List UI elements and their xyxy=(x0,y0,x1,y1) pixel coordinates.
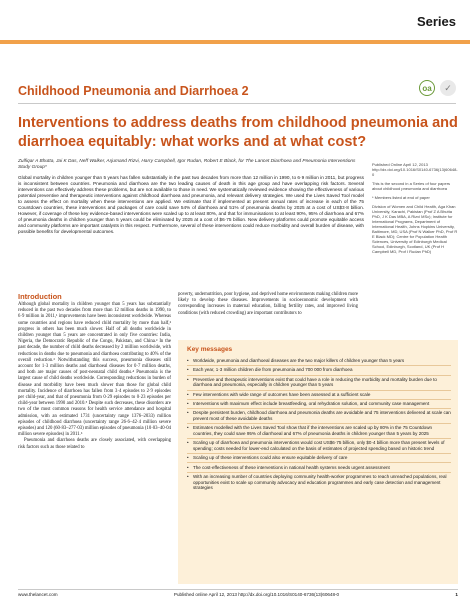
author-list: Zulfiqar A Bhutta, Jai K Das, Neff Walker, Arjumand Rizvi, Harry Campbell, Igor Rudan, Robert E Black, for The Lancet Diarrhoea and Pneumonia Interventions Study Group* xyxy=(18,159,356,171)
body-column-right xyxy=(178,292,358,317)
intro-paragraph: Pneumonia and diarrhoea deaths are closely associated, with overlapping risk factors such as those related to xyxy=(18,438,171,450)
key-message-item: • Estimates modelled with the Lives Saved Tool show that if the interventions are scaled up by 80% in the 75 Countdown countries, they could save 95% of diarrhoeal and 67% of pneumonia deaths in children younger than 5 years by 2025 xyxy=(187,423,451,438)
publisher-logos xyxy=(419,80,456,96)
sidebar-members-note: * Members listed at end of paper xyxy=(372,195,430,200)
body-column-left xyxy=(18,302,171,451)
title-divider xyxy=(18,103,456,104)
sidebar-published-online[interactable]: Published Online April 12, 2013 http://dx.doi.org/10.1016/S0140-6736(13)60648-0 xyxy=(372,162,458,177)
page-footer xyxy=(18,592,458,597)
key-message-item: • The cost-effectiveness of these interventions in national health systems needs urgent assessment xyxy=(187,462,451,471)
sidebar-affiliations: Division of Women and Child Health, Aga Khan University, Karachi, Pakistan (Prof Z A Bhutta PhD, J K Das MBA, A Rizvi MSc); Institute for International Programs, Department of International Health, Johns Hopkins University, Baltimore, MD, USA (Prof N Walker PhD, Prof R E Black MD); Centre for Population Health Sciences, University of Edinburgh Medical School, Edinburgh, Scotland, UK (Prof H Campbell MD, Prof I Rudan PhD) xyxy=(372,204,458,254)
footer-website[interactable]: www.thelancet.com xyxy=(18,592,58,597)
open-access-icon: oa xyxy=(419,80,435,96)
key-message-item: • Preventive and therapeutic interventions exist that could have a role in reducing the morbidity and mortality burden due to diarrhoea and pneumonia, especially in children younger than 5 years xyxy=(187,375,451,390)
page-header xyxy=(0,0,470,44)
key-message-item: • Worldwide, pneumonia and diarrhoeal diseases are the two major killers of children younger than 5 years xyxy=(187,357,451,365)
abstract: Global mortality in children younger than 5 years has fallen substantially in the past two decades from more than 12 million in 1990, to 6·9 million in 2011, but progress is inconsistent between countries. Pneumonia and diarrhoea are the two leading causes of death in this age group and have overlapping risk factors. Several interventions can effectively address these problems, but are not available to those in need. We systematically reviewed evidence showing the effectiveness of various potential preventive and therapeutic interventions against childhood diarrhoea and pneumonia, and relevant delivery strategies. We used the Lives Saved Tool model to assess the effect on mortality when these interventions are applied. We estimate that if implemented at present annual rates of increase in each of the 75 Countdown countries, these interventions and packages of care could save 54% of diarrhoea and 51% of pneumonia deaths by 2025 at a cost of US$3·8 billion. However, if coverage of these key evidence-based interventions were scaled up to at least 80%, and that for immunisations to at least 90%, 95% of diarrhoea and 67% of pneumonia deaths in children younger than 5 years could be eliminated by 2025 at a cost of $6·75 billion. New delivery platforms could promote equitable access and community platforms are important catalysts in this respect. Furthermore, several of these interventions could reduce morbidity and overall burden of disease, with possible benefits for developmental outcomes. xyxy=(18,175,364,235)
key-messages-list xyxy=(187,357,451,492)
key-message-item: • Each year, 1·3 million children die from pneumonia and 700 000 from diarrhoea xyxy=(187,365,451,374)
series-label: Series xyxy=(416,14,456,29)
footer-divider xyxy=(18,589,458,590)
introduction-heading: Introduction xyxy=(18,292,62,301)
page-number: 1 xyxy=(455,592,458,597)
intro-paragraph: Although global mortality in children younger than 5 years has substantially reduced in the past two decades from more than 12 million deaths in 1990, to 6·9 million in 2011,¹ improvements have been inconsistent worldwide. Whereas some countries and regions have reduced child mortality by more than half,² progress in others has been much slower. Half of all deaths worldwide in children younger than 5 years are concentrated in only five countries: India, Nigeria, the Democratic Republic of the Congo, Pakistan, and China.³ In the past decade, the number of child deaths decreased by 2 million worldwide, with reductions in deaths due to pneumonia and diarrhoea contributing to 40% of the overall reduction.³ Notwithstanding this success, pneumonia diseases still account for 1·3 million deaths and diarrhoeal diseases for 0·7 million deaths, and both are major causes of post-neonatal child deaths.⁴ Pneumonia is the largest cause of child deaths worldwide. Corresponding reductions in burden of disease and morbidity have been much slower than those for global child mortality. Incidence of diarrhoea has fallen from 3·4 episodes to 2·9 episodes per child-year, and that of pneumonia from 0·29 episodes to 0·23 episodes per child-year between 1990 and 2010.⁵ Despite such decreases, these disorders are two of the most common reasons for health service attendance and hospital admission, with an estimated 1731 (uncertainty range 1376–2033) million episodes of childhood diarrhoea (uncertainty range 26·6–42·4 million severe episodes) and 120 (60·83–277·03) million episodes of pneumonia (10·03–40·04 million severe episodes) in 2011.⁶ xyxy=(18,302,171,438)
intro-paragraph-continued: poverty, undernutrition, poor hygiene, and deprived home environments making children more likely to develop these diseases. Improvements in socioeconomic development with corresponding increases in maternal education, falling fertility rates, and improved living conditions (with reduced crowding) are important contributors to xyxy=(178,292,359,316)
article-title: Interventions to address deaths from childhood pneumonia and diarrhoea equitably: what works and at what cost? xyxy=(18,115,458,150)
series-title: Childhood Pneumonia and Diarrhoea 2 xyxy=(18,84,249,98)
key-messages-box xyxy=(178,340,458,584)
key-message-item: • Despite persistent burden, childhood diarrhoea and pneumonia deaths are avoidable and 75 interventions delivered at scale can prevent most of these avoidable deaths xyxy=(187,408,451,423)
key-message-item: • Few interventions with wide range of outcomes have been assessed at a sufficient scale xyxy=(187,390,451,399)
key-message-item: • Scaling up of diarrhoea and pneumonia interventions would cost US$6·75 billion, only $0·4 billion more than present levels of spending; costs needed for lower-end calculated on the basis of estimates of projected spending based on historic trend xyxy=(187,438,451,453)
publication-sidebar xyxy=(372,162,458,258)
footer-citation[interactable]: Published online April 12, 2013 http://dx.doi.org/10.1016/S0140-6736(13)60648-0 xyxy=(173,592,340,597)
key-message-item: • Scaling up of these interventions could also ensure equitable delivery of care xyxy=(187,453,451,462)
crossmark-icon[interactable]: ✓ xyxy=(440,80,456,96)
key-message-item: • Interventions with maximum effect include breastfeeding, oral rehydration solution, and community case management xyxy=(187,399,451,408)
key-message-item: • With an increasing number of countries deploying community health-worker programmes to reach unreached populations, real opportunities exist to scale up community advocacy and education programmes and early case detection and management strategies xyxy=(187,472,451,493)
sidebar-series-note: This is the second in a Series of four papers about childhood pneumonia and diarrhoea xyxy=(372,181,451,191)
key-messages-heading: Key messages xyxy=(187,346,233,353)
header-accent-rule xyxy=(0,40,470,44)
